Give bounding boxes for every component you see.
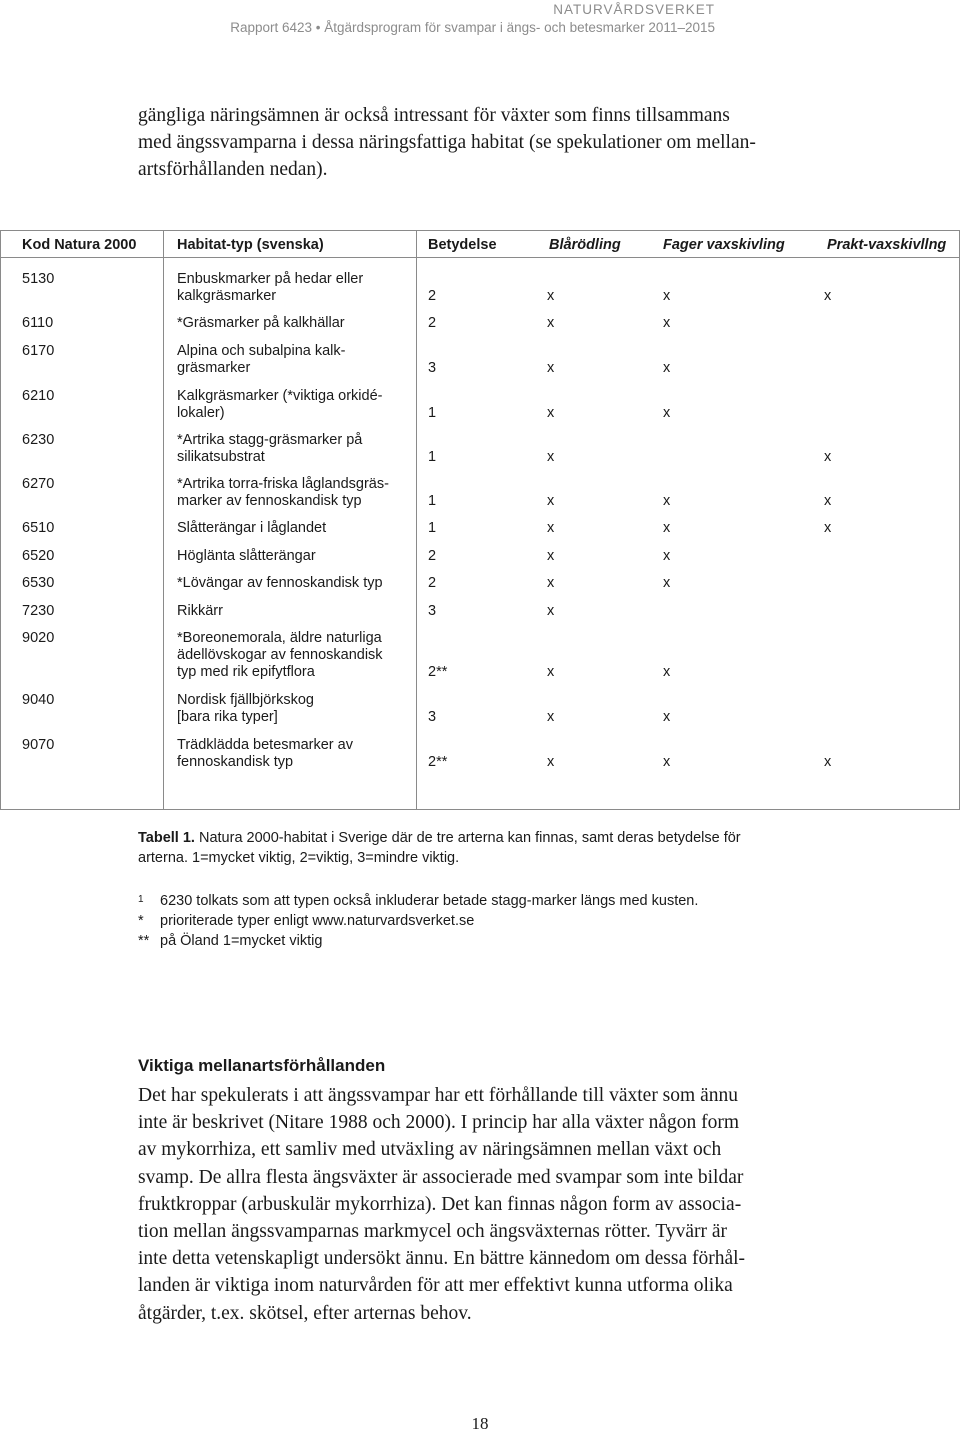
habitat-code: 6520 — [22, 548, 55, 564]
section-line: åtgärder, t.ex. skötsel, efter arternas behov. — [138, 1302, 472, 1324]
cell-fager: x — [663, 664, 671, 680]
footnote — [138, 911, 698, 931]
habitat-name-line: *Boreonemorala, äldre naturliga — [177, 630, 382, 646]
cell-blarodling: x — [547, 405, 555, 421]
footnote-text: 6230 tolkats som att typen också inkluderar betade stagg-marker längs med kusten. — [160, 893, 699, 909]
habitat-name — [177, 548, 412, 565]
cell-blarodling: x — [547, 754, 555, 770]
footnotes — [138, 890, 698, 951]
cell-fager: x — [663, 288, 671, 304]
cell-blarodling: x — [547, 520, 555, 536]
habitat-name — [177, 575, 412, 592]
cell-fager: x — [663, 754, 671, 770]
header-habitat: Habitat-typ (svenska) — [177, 237, 324, 253]
cell-blarodling: x — [547, 575, 555, 591]
habitat-name-line: typ med rik epifytflora — [177, 664, 315, 680]
section-paragraph — [138, 1082, 858, 1327]
table-caption — [138, 828, 838, 868]
habitat-code: 7230 — [22, 603, 55, 619]
section-line: svamp. De allra flesta ängsväxter är associerade med svampar som inte bildar — [138, 1166, 744, 1188]
column-divider — [416, 231, 417, 809]
cell-betydelse: 3 — [428, 360, 437, 376]
cell-fager: x — [663, 575, 671, 591]
cell-prakt: x — [824, 493, 832, 509]
cell-blarodling: x — [547, 315, 555, 331]
running-header — [230, 0, 715, 38]
header-betydelse: Betydelse — [428, 237, 497, 253]
habitat-name — [177, 737, 412, 771]
page-number: 18 — [471, 1414, 489, 1433]
cell-betydelse: 1 — [428, 520, 437, 536]
habitat-name-line: marker av fennoskandisk typ — [177, 493, 362, 509]
habitat-code: 6170 — [22, 343, 55, 359]
habitat-code: 6530 — [22, 575, 55, 591]
intro-line: artsförhållanden nedan). — [138, 159, 328, 180]
footnote-marker: 1 — [138, 894, 144, 905]
habitat-name — [177, 432, 412, 466]
cell-fager: x — [663, 548, 671, 564]
cell-fager: x — [663, 360, 671, 376]
cell-betydelse: 2 — [428, 288, 437, 304]
cell-blarodling: x — [547, 548, 555, 564]
cell-prakt: x — [824, 520, 832, 536]
habitat-name — [177, 692, 412, 726]
cell-fager: x — [663, 315, 671, 331]
habitat-name-line: fennoskandisk typ — [177, 754, 294, 770]
header-divider — [1, 257, 959, 258]
habitat-name — [177, 271, 412, 305]
section-heading: Viktiga mellanartsförhållanden — [138, 1056, 386, 1075]
cell-prakt: x — [824, 288, 832, 304]
cell-betydelse: 1 — [428, 449, 437, 465]
footnote-text: prioriterade typer enligt www.naturvardsverket.se — [160, 913, 475, 929]
section-line: landen är viktiga inom naturvården för att mer effektivt kunna utforma olika — [138, 1275, 733, 1297]
habitat-code: 6110 — [22, 315, 54, 331]
habitat-name-line: silikatsubstrat — [177, 449, 265, 465]
habitat-name-line: Rikkärr — [177, 603, 223, 619]
habitat-name-line: gräsmarker — [177, 360, 251, 376]
section-line: inte detta vetenskapligt undersökt ännu. En bättre kännedom om dessa förhål- — [138, 1248, 746, 1270]
footnote-text: på Öland 1=mycket viktig — [160, 933, 323, 949]
cell-betydelse: 1 — [428, 493, 437, 509]
section-line: tion mellan ängssvamparnas markmycel och ängsväxternas rötter. Tyvärr är — [138, 1221, 728, 1243]
habitat-name-line: Kalkgräsmarker (*viktiga orkidé- — [177, 388, 383, 404]
habitat-code: 6230 — [22, 432, 55, 448]
habitat-name — [177, 603, 412, 620]
cell-blarodling: x — [547, 449, 555, 465]
cell-betydelse: 3 — [428, 709, 437, 725]
cell-blarodling: x — [547, 603, 555, 619]
section-line: inte är beskrivet (Nitare 1988 och 2000). I princip har alla växter någon form — [138, 1112, 740, 1134]
habitat-code: 9070 — [22, 737, 55, 753]
caption-text: Natura 2000-habitat i Sverige där de tre arterna kan finnas, samt deras betydelse för — [194, 830, 741, 846]
cell-blarodling: x — [547, 493, 555, 509]
cell-blarodling: x — [547, 709, 555, 725]
cell-betydelse: 2** — [428, 664, 448, 680]
footnote — [138, 890, 698, 911]
caption-line: arterna. 1=mycket viktig, 2=viktig, 3=mindre viktig. — [138, 850, 460, 866]
habitat-code: 6210 — [22, 388, 55, 404]
section-line: Det har spekulerats i att ängssvampar har ett förhållande till växter som ännu — [138, 1085, 738, 1106]
cell-prakt: x — [824, 449, 832, 465]
footnote-marker: ** — [138, 933, 150, 949]
cell-betydelse: 2 — [428, 315, 437, 331]
cell-fager: x — [663, 709, 671, 725]
habitat-name — [177, 343, 412, 377]
habitat-code: 9040 — [22, 692, 55, 708]
column-divider — [163, 231, 164, 809]
habitat-name-line: ädellövskogar av fennoskandisk — [177, 647, 383, 663]
habitat-code: 9020 — [22, 630, 55, 646]
caption-line — [138, 828, 838, 848]
intro-line: med ängssvamparna i dessa näringsfattiga habitat (se spekulationer om mellan- — [138, 132, 756, 153]
habitat-name-line: *Artrika stagg-gräsmarker på — [177, 432, 363, 448]
cell-blarodling: x — [547, 664, 555, 680]
header-organization: NATURVÅRDSVERKET — [553, 2, 715, 17]
cell-prakt: x — [824, 754, 832, 770]
header-prakt-vaxskivling: Prakt-vaxskivllng — [827, 237, 947, 253]
habitat-name-line: lokaler) — [177, 405, 225, 421]
habitat-name-line: Nordisk fjällbjörkskog — [177, 692, 314, 708]
intro-paragraph — [138, 102, 838, 183]
intro-line: gängliga näringsämnen är också intressant för växter som finns tillsammans — [138, 105, 730, 126]
section-line: fruktkroppar (arbuskulär mykorrhiza). Det kan finnas någon form av associa- — [138, 1193, 742, 1215]
cell-betydelse: 2** — [428, 754, 448, 770]
habitat-code: 6510 — [22, 520, 55, 536]
cell-fager: x — [663, 493, 671, 509]
habitat-table — [0, 230, 960, 810]
section-line: av mykorrhiza, ett samliv med utväxling av näringsämnen mellan växt och — [138, 1139, 722, 1161]
habitat-name — [177, 315, 412, 332]
habitat-name — [177, 520, 412, 537]
habitat-name-line: *Lövängar av fennoskandisk typ — [177, 575, 383, 591]
cell-betydelse: 2 — [428, 575, 437, 591]
habitat-name-line: kalkgräsmarker — [177, 288, 277, 304]
habitat-code: 6270 — [22, 476, 55, 492]
cell-fager: x — [663, 520, 671, 536]
habitat-name-line: *Artrika torra-friska låglandsgräs- — [177, 476, 389, 492]
habitat-name — [177, 476, 412, 510]
header-kod: Kod Natura 2000 — [22, 237, 137, 253]
cell-blarodling: x — [547, 288, 555, 304]
habitat-name-line: Enbuskmarker på hedar eller — [177, 271, 364, 287]
habitat-name — [177, 388, 412, 422]
habitat-name — [177, 630, 412, 681]
header-report-title: Rapport 6423 • Åtgärdsprogram för svampar i ängs- och betesmarker 2011–2015 — [230, 20, 715, 35]
cell-blarodling: x — [547, 360, 555, 376]
habitat-code: 5130 — [22, 271, 55, 287]
footnote-marker: * — [138, 913, 144, 929]
habitat-name-line: Trädklädda betesmarker av — [177, 737, 353, 753]
footnote — [138, 931, 698, 951]
habitat-name-line: *Gräsmarker på kalkhällar — [177, 315, 345, 331]
cell-betydelse: 2 — [428, 548, 437, 564]
habitat-name-line: Höglänta slåtterängar — [177, 548, 316, 564]
header-fager-vaxskivling: Fager vaxskivling — [663, 237, 785, 253]
cell-betydelse: 1 — [428, 405, 437, 421]
header-blarodling: Blårödling — [549, 237, 621, 253]
caption-label: Tabell 1. — [138, 830, 195, 846]
habitat-name-line: Slåtterängar i låglandet — [177, 520, 327, 536]
habitat-name-line: Alpina och subalpina kalk- — [177, 343, 346, 359]
habitat-name-line: [bara rika typer] — [177, 709, 278, 725]
cell-fager: x — [663, 405, 671, 421]
cell-betydelse: 3 — [428, 603, 437, 619]
